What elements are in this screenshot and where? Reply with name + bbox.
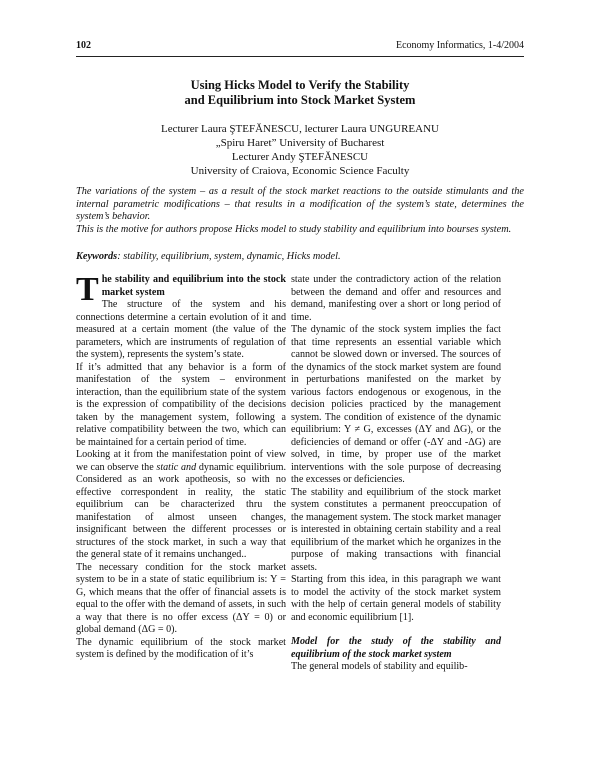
authors-line-3: Lecturer Andy ŞTEFĂNESCU <box>231 151 369 163</box>
title-line-2: and Equilibrium into Stock Market System <box>184 93 416 107</box>
page-number: 102 <box>76 40 91 51</box>
authors-line-1: Lecturer Laura ŞTEFĂNESCU, lecturer Laura UNGUREANU <box>161 123 439 135</box>
running-header <box>76 40 524 54</box>
paragraph-part: Looking at it from the manifestation point of view we can observe the <box>76 449 286 473</box>
keywords-list: : stability, equilibrium, system, dynamic, Hicks model. <box>117 251 341 262</box>
paragraph: If it’s admitted that any behavior is a form of manifestation of the system – environment interaction, than the equilibrium state of the system is the expression of compatibility of the decisions taken by the management system, following a relative compatibility between the two, which can be maintained for a certain period of time. <box>76 361 286 448</box>
paragraph <box>76 449 286 562</box>
paragraph: The structure of the system and his connections determine a certain evolution of it and measured at a certain moment (the value of the parameters, which are instruments of regulation of the system), represents the system’s state. <box>76 299 286 360</box>
section-heading-text: he stability and equilibrium into the stock market system <box>101 274 286 298</box>
paragraph: Starting from this idea, in this paragraph we want to model the activity of the stock market system with the help of certain general models of stability and economic equilibrium [1]. <box>291 574 501 623</box>
author-block <box>76 122 524 178</box>
paragraph: state under the contradictory action of the relation between the demand and offer and resources and demand, manifesting over a short or long period of time. <box>291 274 501 323</box>
column-right <box>291 274 501 674</box>
abstract-paragraph-1: The variations of the system – as a result of the stock market reactions to the outside stimulants and the internal parametric modifications – that results in a modification of the system’s state, determines the system’s behavior. <box>76 186 524 222</box>
authors-line-2: „Spiru Haret” University of Bucharest <box>215 137 385 149</box>
subsection-heading: Model for the study of the stability and equilibrium of the stock market system <box>291 636 501 660</box>
title-line-1: Using Hicks Model to Verify the Stability <box>190 78 410 92</box>
paragraph-part: dynamic equilibrium. Considered as an work apotheosis, so with no effective correspondent in reality, the static equilibrium can be characterized thru the manifestation of almost unseen changes, insignificant between the different processes or structures of the stock market, in such a way that the general state of it remains unchanged.. <box>76 461 286 560</box>
authors-line-4: University of Craiova, Economic Science Faculty <box>190 165 410 177</box>
paragraph: The dynamic of the stock system implies the fact that time represents an essential variable which cannot be slowed down or inversed. The sources of the dynamics of the stock market system are found in perturbations manifested on the market by various factors endogenous or exogenous, in the decision policies practiced by the management system. The condition of existence of the dynamic equilibrium: Y ≠ G, excesses (ΔY and ΔG), or the deficiencies of demand or offer (-ΔY and -ΔG) are solved, in time, by proper use of the market interventions with the sole purpose of decreasing the excesses or deficiencies. <box>291 324 501 485</box>
paragraph: The necessary condition for the stock market system to be in a state of static equilibrium is: Y = G, which means that the offer of financial assets is equal to the offer with the demand of assets, in such a way that there is no offer excess (ΔY = 0) or global demand (ΔG = 0). <box>76 561 286 635</box>
section-heading <box>76 271 286 308</box>
paragraph: The dynamic equilibrium of the stock market system is defined by the modification of it’s <box>76 636 286 660</box>
journal-name: Economy Informatics, 1-4/2004 <box>395 40 524 51</box>
abstract <box>76 186 524 236</box>
emphasis: static and <box>156 461 197 473</box>
abstract-paragraph-2: This is the motive for authors propose Hicks model to study stability and equilibrium into bourses system. <box>76 223 512 235</box>
drop-cap: T <box>76 271 99 308</box>
paper-title <box>76 78 524 108</box>
paragraph: The stability and equilibrium of the stock market system constitutes a permanent preoccupation of the management system. The stock market manager is interested in obtaining certain stability and a real equilibrium of the market which he organizes in the purpose of making transactions with financial assets. <box>291 486 501 573</box>
header-rule <box>76 56 524 57</box>
paragraph: The general models of stability and equilib- <box>291 661 468 672</box>
keywords <box>76 251 524 264</box>
column-left <box>76 271 286 662</box>
keywords-label: Keywords <box>76 251 118 262</box>
